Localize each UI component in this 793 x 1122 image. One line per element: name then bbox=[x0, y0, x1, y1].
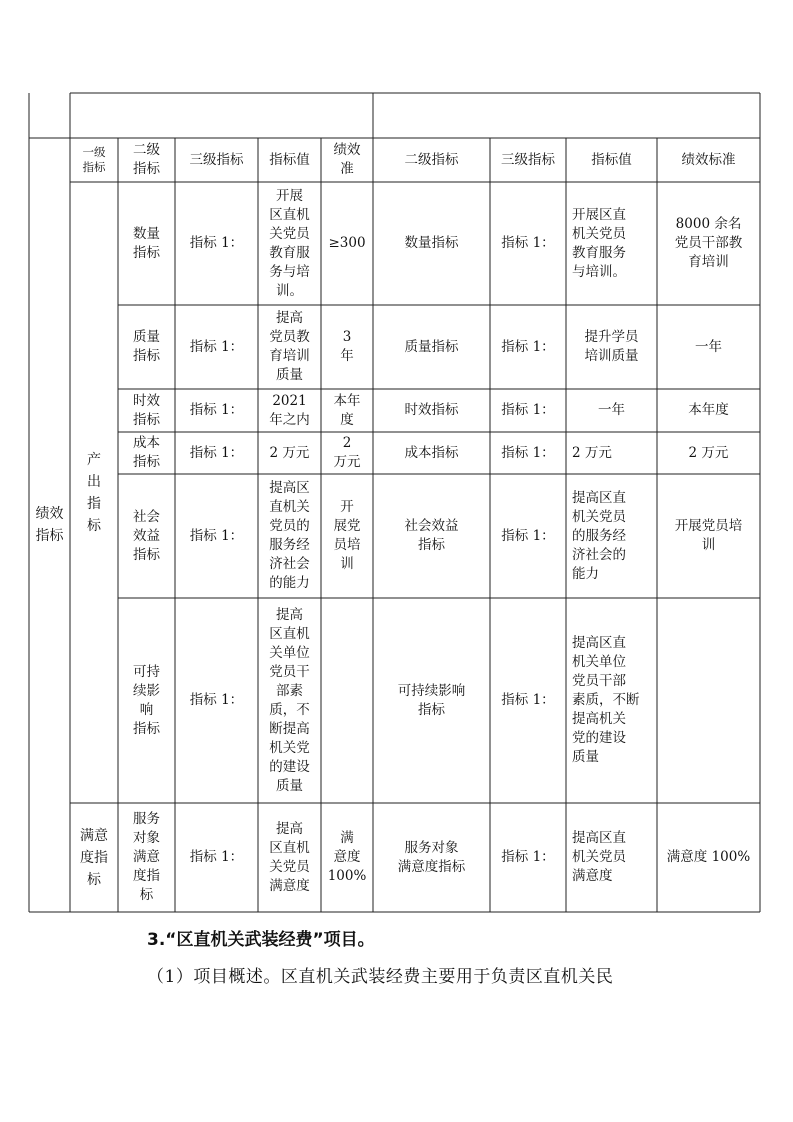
table-row-cell: 开 展党 员培 训 bbox=[333, 499, 361, 572]
table-row-cell: 本年度 bbox=[688, 402, 729, 418]
table-row-cell: 质量 指标 bbox=[133, 329, 160, 364]
table-row-cell: 2 万元 bbox=[333, 435, 361, 470]
table-row-cell: 成本指标 bbox=[404, 444, 459, 461]
table-row-cell: 提高 党员教 育培训 质量 bbox=[269, 310, 310, 383]
table-row-cell: 2 万元 bbox=[688, 444, 729, 461]
table-row-cell: 提升学员 培训质量 bbox=[584, 329, 639, 364]
table-row-cell: 提高 区直机 关党员 满意度 bbox=[269, 820, 310, 894]
output-indicator-label: 产 出 指 标 bbox=[87, 451, 101, 534]
table-row-cell: 开展 区直机 关党员 教育服 务与培 训。 bbox=[269, 187, 310, 299]
table-row-cell: 质量指标 bbox=[404, 338, 459, 355]
section-heading: 3.“区直机关武装经费”项目。 bbox=[147, 930, 375, 950]
header-right-value: 指标值 bbox=[591, 151, 632, 168]
table-row-cell: ≥300 bbox=[328, 235, 366, 251]
table-row-cell: 指标 1： bbox=[501, 527, 555, 544]
header-right-level3: 三级指标 bbox=[501, 151, 555, 168]
header-level3: 三级指标 bbox=[189, 151, 244, 168]
table-row-cell: 指标 1： bbox=[501, 444, 555, 461]
table-row-cell: 指标 1： bbox=[189, 527, 244, 544]
table-row-cell: 开展党员培 训 bbox=[674, 518, 743, 553]
table-row-cell: 指标 1： bbox=[501, 849, 555, 865]
table-row-cell: 服务对象 满意度指标 bbox=[397, 839, 466, 875]
table-row-cell: 一年 bbox=[695, 338, 722, 355]
table-row-cell: 指标 1： bbox=[501, 338, 555, 355]
table-row-cell: 满 意度 100% bbox=[327, 830, 367, 884]
header-value: 指标值 bbox=[269, 151, 310, 168]
table-row-cell: 3 年 bbox=[340, 329, 354, 364]
table-row-cell: 指标 1： bbox=[501, 235, 555, 251]
table-row-cell: 指标 1： bbox=[189, 402, 244, 418]
table-row-cell: 指标 1： bbox=[189, 444, 244, 461]
table-row-cell: 时效指标 bbox=[404, 402, 459, 418]
table-row-cell: 指标 1： bbox=[189, 849, 244, 865]
table-row-cell: 提高 区直机 关单位 党员干 部素 质，不 断提高 机关党 的建设 质量 bbox=[269, 606, 310, 794]
satisfaction-indicator-label: 满意 度指 标 bbox=[80, 827, 108, 888]
table-row-cell: 指标 1： bbox=[501, 402, 555, 418]
table-row-cell: 指标 1： bbox=[501, 692, 555, 708]
table-row-cell: 指标 1： bbox=[189, 235, 244, 251]
table-row-cell: 成本 指标 bbox=[133, 435, 160, 470]
table-row-cell: 本年 度 bbox=[333, 392, 361, 428]
table-row-cell: 可持续影响 指标 bbox=[397, 682, 466, 718]
body-paragraph: （1）项目概述。区直机关武装经费主要用于负责区直机关民 bbox=[147, 967, 614, 987]
table-row-cell: 数量 指标 bbox=[133, 225, 160, 261]
table-row-cell: 开展区直 机关党员 教育服务 与培训。 bbox=[572, 206, 626, 280]
table-row-cell: 指标 1： bbox=[189, 692, 244, 708]
table-row-cell: 提高区直 机关单位 党员干部 素质，不断 提高机关 党的建设 质量 bbox=[572, 635, 640, 765]
table-row-cell: 数量指标 bbox=[404, 235, 459, 251]
table-row-cell: 2 万元 bbox=[269, 444, 310, 461]
table-row-cell: 满意度 100% bbox=[666, 849, 751, 865]
header-right-standard: 绩效标准 bbox=[681, 151, 736, 168]
table-row-cell: 时效 指标 bbox=[133, 392, 160, 428]
table-row-cell: 提高区 直机关 党员的 服务经 济社会 的能力 bbox=[269, 480, 310, 591]
header-level2: 二级 指标 bbox=[133, 142, 160, 177]
table-row-cell: 8000 余名 党员干部教 育培训 bbox=[674, 216, 743, 270]
table-row-cell: 社会效益 指标 bbox=[404, 518, 459, 553]
table-row-cell: 提高区直 机关党员 的服务经 济社会的 能力 bbox=[572, 489, 626, 582]
table-row-cell: 指标 1： bbox=[189, 338, 244, 355]
table-row-cell: 可持 续影 响 指标 bbox=[133, 663, 160, 737]
table-row-cell: 社会 效益 指标 bbox=[133, 508, 160, 563]
group-label: 绩效指标 bbox=[35, 506, 64, 544]
table-row-cell: 2021 年之内 bbox=[269, 392, 310, 428]
table-row-cell bbox=[657, 598, 760, 803]
table-row-cell: 服务 对象 满意 度指 标 bbox=[133, 811, 160, 903]
table-row-cell: 提高区直 机关党员 满意度 bbox=[572, 830, 626, 884]
table-row-cell bbox=[321, 598, 373, 803]
table-row-cell: 2 万元 bbox=[572, 444, 612, 461]
header-level1: 一级 指标 bbox=[82, 145, 106, 174]
header-right-level2: 二级指标 bbox=[404, 151, 459, 168]
table-row-cell: 一年 bbox=[598, 402, 625, 418]
header-standard: 绩效 准 bbox=[333, 142, 361, 177]
